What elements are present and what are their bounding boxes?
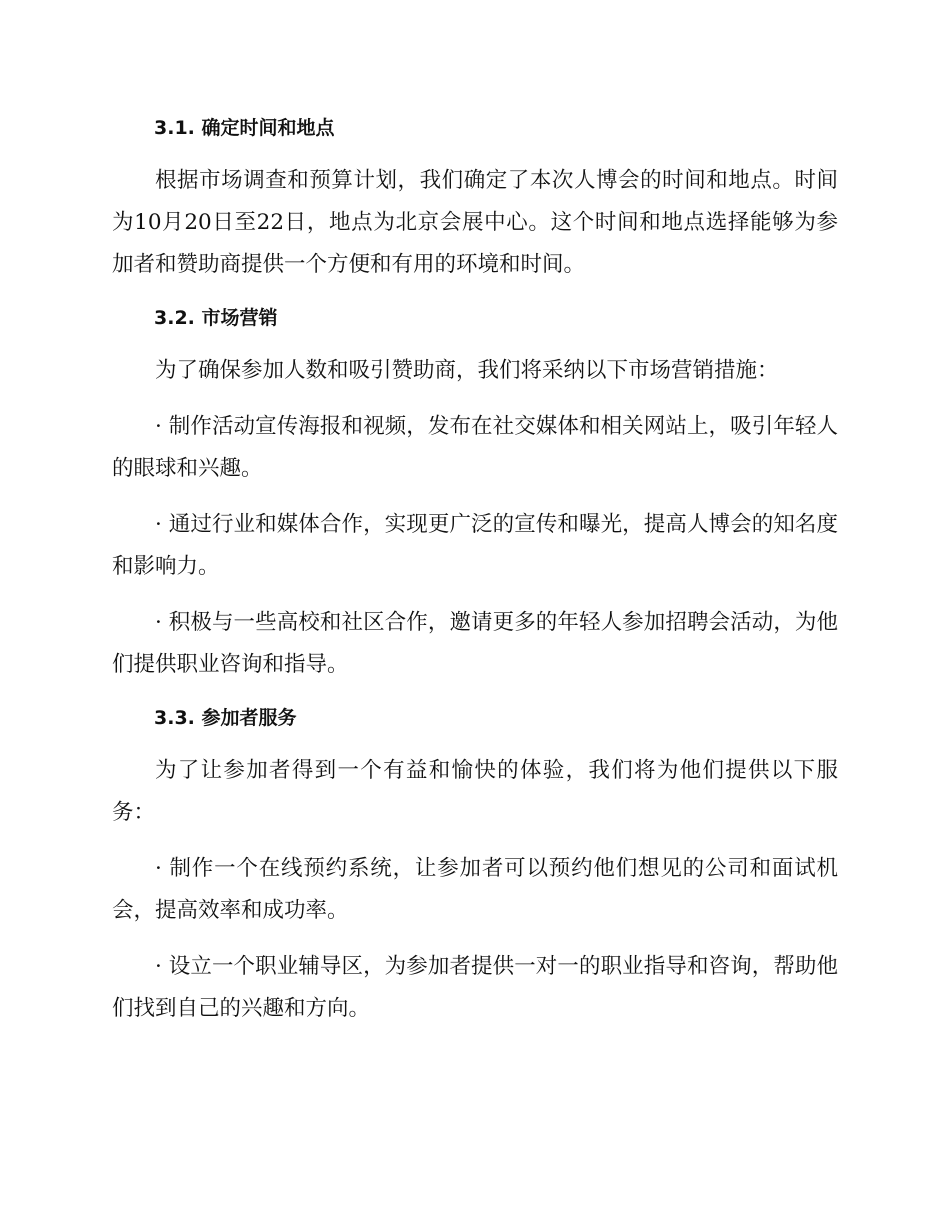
bullet-item: · 通过行业和媒体合作，实现更广泛的宣传和曝光，提高人博会的知名度和影响力。	[112, 512, 838, 579]
section-heading-3-1: 3.1. 确定时间和地点	[154, 117, 335, 139]
paragraph: 为了让参加者得到一个有益和愉快的体验，我们将为他们提供以下服务：	[112, 758, 838, 825]
section-heading-3-3: 3.3. 参加者服务	[154, 707, 297, 729]
bullet-item: · 设立一个职业辅导区，为参加者提供一对一的职业指导和咨询，帮助他们找到自己的兴趣和方向。	[112, 954, 838, 1021]
paragraph: 为了确保参加人数和吸引赞助商，我们将采纳以下市场营销措施：	[155, 358, 779, 383]
bullet-item: · 积极与一些高校和社区合作，邀请更多的年轻人参加招聘会活动，为他们提供职业咨询和指导。	[112, 610, 838, 677]
paragraph: 根据市场调查和预算计划，我们确定了本次人博会的时间和地点。时间为10月20日至22日，地点为北京会展中心。这个时间和地点选择能够为参加者和赞助商提供一个方便和有用的环境和时间。	[112, 168, 838, 277]
bullet-item: · 制作活动宣传海报和视频，发布在社交媒体和相关网站上，吸引年轻人的眼球和兴趣。	[112, 414, 838, 481]
section-heading-3-2: 3.2. 市场营销	[154, 307, 278, 329]
bullet-item: · 制作一个在线预约系统，让参加者可以预约他们想见的公司和面试机会，提高效率和成功率。	[112, 856, 838, 923]
